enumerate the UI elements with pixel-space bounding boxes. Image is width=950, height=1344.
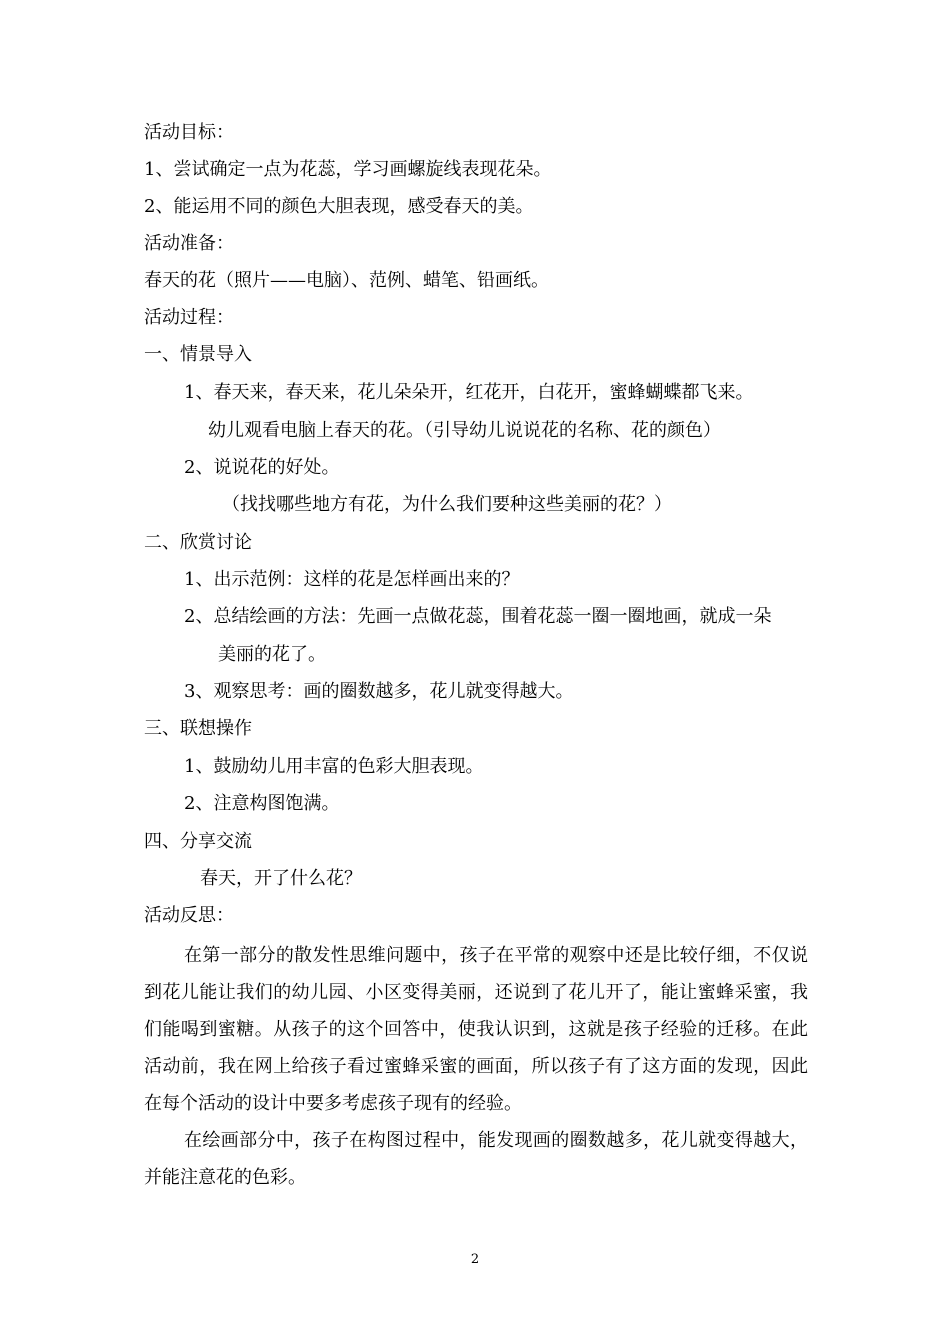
section-3-item-1: 1、鼓励幼儿用丰富的色彩大胆表现。: [184, 756, 484, 777]
section-1-item-2: 2、说说花的好处。: [184, 457, 340, 478]
preparation-text: 春天的花（照片——电脑）、范例、蜡笔、铅画纸。: [144, 270, 549, 291]
section-heading-3: 三、联想操作: [144, 718, 252, 739]
section-2-item-3: 3、观察思考：画的圈数越多，花儿就变得越大。: [184, 681, 574, 702]
section-3-item-2: 2、注意构图饱满。: [184, 793, 340, 814]
section-1-item-2-detail: （找找哪些地方有花，为什么我们要种这些美丽的花？）: [222, 494, 672, 515]
heading-activity-preparation: 活动准备：: [144, 233, 234, 254]
heading-activity-reflection: 活动反思：: [144, 905, 234, 926]
goal-item-1: 1、尝试确定一点为花蕊，学习画螺旋线表现花朵。: [144, 159, 552, 180]
section-2-item-2: 2、总结绘画的方法：先画一点做花蕊，围着花蕊一圈一圈地画，就成一朵: [184, 606, 772, 627]
section-2-item-2-continued: 美丽的花了。: [218, 644, 326, 665]
reflection-paragraph-2: 在绘画部分中，孩子在构图过程中，能发现画的圈数越多，花儿就变得越大，并能注意花的色彩。: [144, 1130, 808, 1188]
heading-activity-goals: 活动目标：: [144, 122, 234, 143]
section-1-item-1-detail: 幼儿观看电脑上春天的花。（引导幼儿说说花的名称、花的颜色）: [208, 420, 721, 441]
page-number: 2: [470, 1252, 480, 1267]
goal-item-2: 2、能运用不同的颜色大胆表现，感受春天的美。: [144, 196, 534, 217]
reflection-paragraph-1: 在第一部分的散发性思维问题中，孩子在平常的观察中还是比较仔细，不仅说到花儿能让我们的幼儿园、小区变得美丽，还说到了花儿开了，能让蜜蜂采蜜，我们能喝到蜜糖。从孩子的这个回答中，使我认识到，这就是孩子经验的迁移。在此活动前，我在网上给孩子看过蜜蜂采蜜的画面，所以孩子有了这方面的发现，因此在每个活动的设计中要多考虑孩子现有的经验。: [144, 945, 808, 1114]
section-1-item-1: 1、春天来，春天来，花儿朵朵开，红花开，白花开，蜜蜂蝴蝶都飞来。: [184, 382, 754, 403]
heading-activity-process: 活动过程：: [144, 307, 234, 328]
section-heading-2: 二、欣赏讨论: [144, 532, 252, 553]
section-heading-1: 一、情景导入: [144, 344, 252, 365]
section-2-item-1: 1、出示范例：这样的花是怎样画出来的？: [184, 569, 520, 590]
section-heading-4: 四、分享交流: [144, 831, 252, 852]
section-4-text: 春天，开了什么花？: [200, 868, 362, 889]
